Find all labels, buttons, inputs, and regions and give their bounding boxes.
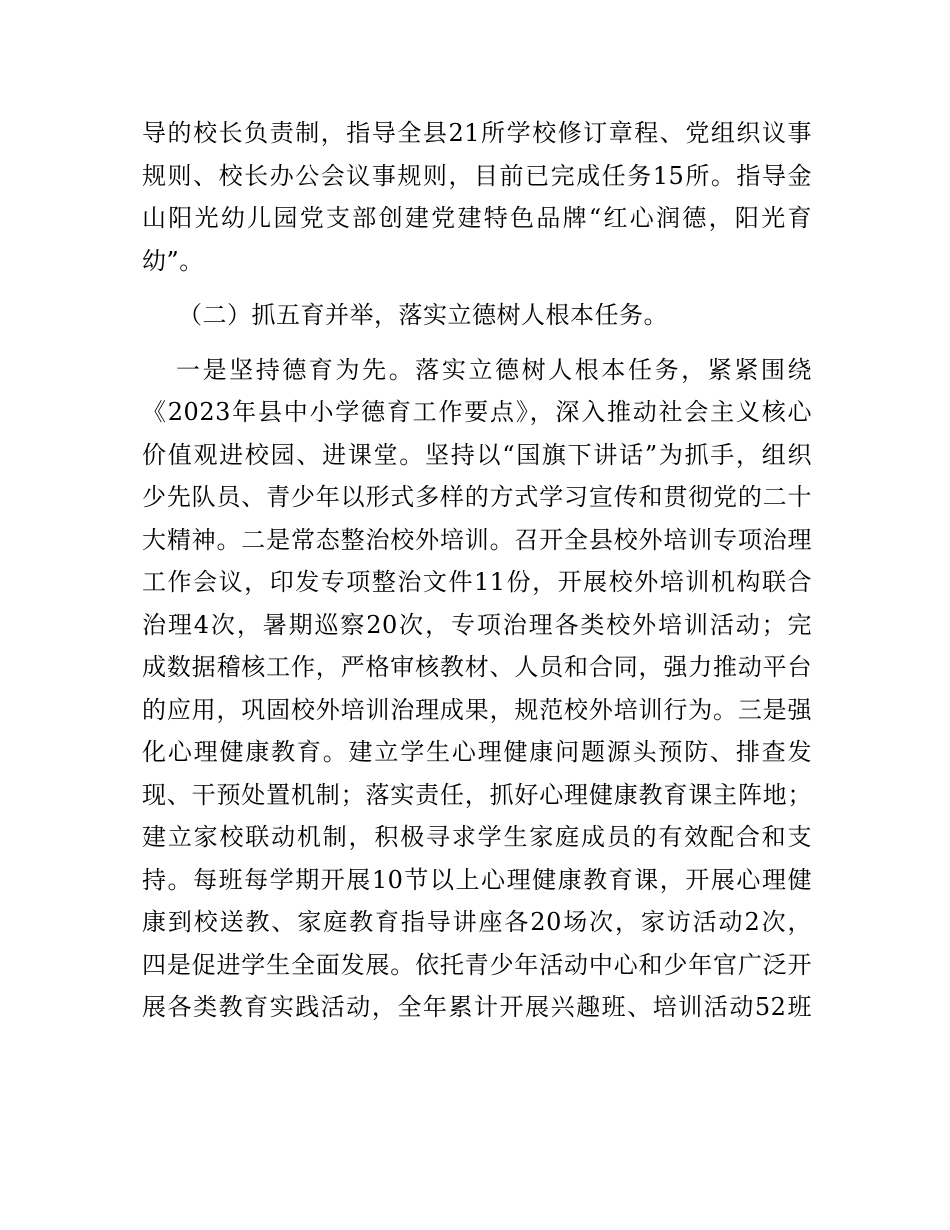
paragraph-five-education — [142, 349, 812, 1029]
paragraph-spacer — [142, 337, 812, 349]
text-line: 规则、校长办公会议事规则，目前已完成任务15所。指导金 — [142, 161, 812, 190]
text-line: 康到校送教、家庭教育指导讲座各20场次，家访活动2次， — [142, 908, 812, 936]
text-line: 化心理健康教育。建立学生心理健康问题源头预防、排查发 — [142, 738, 812, 766]
text-line: 导的校长负责制，指导全县21所学校修订章程、党组织议事 — [142, 119, 812, 147]
text-line: 成数据稽核工作，严格审核教材、人员和合同，强力推动平台 — [142, 653, 812, 681]
text-line: 工作会议，印发专项整治文件11份，开展校外培训机构联合 — [142, 568, 812, 596]
text-line: 大精神。二是常态整治校外培训。召开全县校外培训专项治理 — [142, 525, 812, 554]
text-line: 一是坚持德育为先。落实立德树人根本任务，紧紧围绕 — [176, 355, 812, 384]
section-heading-text: （二）抓五育并举，落实立德树人根本任务。 — [178, 301, 668, 329]
text-line: 少先队员、青少年以形式多样的方式学习宣传和贯彻党的二十 — [142, 483, 812, 511]
paragraph-school-governance — [142, 112, 812, 282]
text-line: 价值观进校园、进课堂。坚持以“国旗下讲话”为抓手，组织 — [142, 440, 812, 469]
text-line: 治理4次，暑期巡察20次，专项治理各类校外培训活动；完 — [142, 610, 812, 639]
text-line: 幼”。 — [142, 246, 204, 275]
document-body — [142, 112, 812, 1029]
text-line: 《2023年县中小学德育工作要点》，深入推动社会主义核心 — [142, 398, 812, 426]
section-heading — [142, 294, 812, 337]
text-line: 建立家校联动机制，积极寻求学生家庭成员的有效配合和支 — [142, 823, 812, 851]
text-line: 四是促进学生全面发展。依托青少年活动中心和少年官广泛开 — [142, 950, 812, 979]
text-line: 山阳光幼儿园党支部创建党建特色品牌“红心润德，阳光育 — [142, 204, 812, 232]
text-line: 现、干预处置机制；落实责任，抓好心理健康教育课主阵地； — [142, 780, 812, 809]
text-line: 展各类教育实践活动，全年累计开展兴趣班、培训活动52班 — [142, 993, 812, 1021]
text-line: 持。每班每学期开展10节以上心理健康教育课，开展心理健 — [142, 865, 812, 894]
paragraph-spacer — [142, 282, 812, 294]
text-line: 的应用，巩固校外培训治理成果，规范校外培训行为。三是强 — [142, 695, 812, 724]
